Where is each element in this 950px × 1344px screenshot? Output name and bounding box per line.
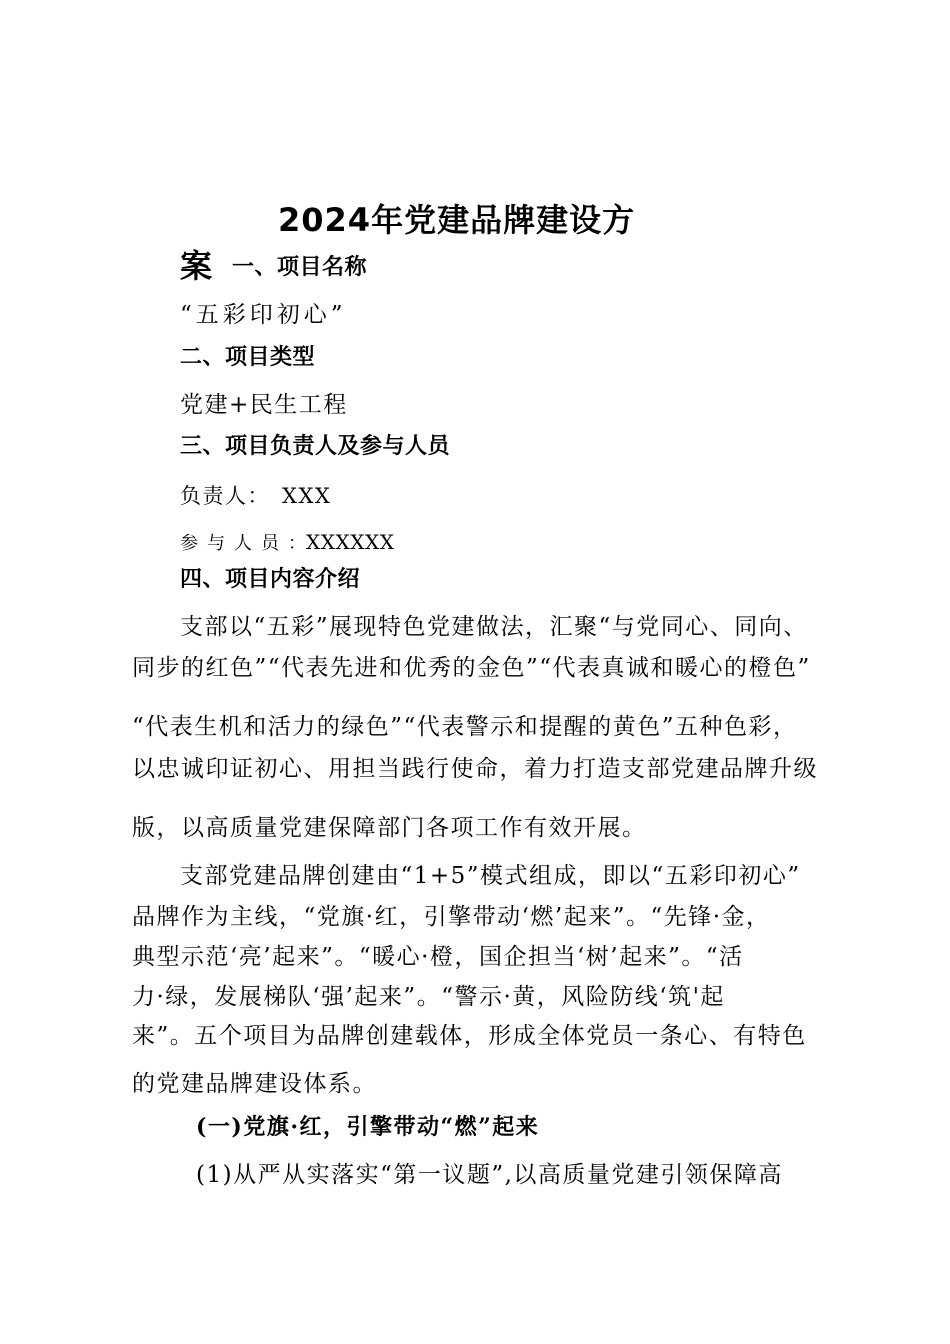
section-1-heading: 一、项目名称	[232, 255, 368, 280]
paragraph-1-line: 同步的红色”“代表先进和优秀的金色”“代表真诚和暖心的橙色”	[132, 655, 811, 681]
item-1-text: (1)从严从实落实“第一议题”,以高质量党建引领保障高	[196, 1162, 783, 1188]
document-title: 2024年党建品牌建设方	[278, 201, 636, 239]
section-3-members-label: 参与人员：	[180, 533, 315, 554]
paragraph-1-line: 版，以高质量党建保障部门各项工作有效开展。	[132, 815, 647, 841]
section-3-heading: 三、项目负责人及参与人员	[180, 434, 451, 459]
paragraph-2-line: 典型示范‘亮’起来”。“暖心·橙，国企担当‘树’起来”。“活	[132, 944, 744, 970]
paragraph-1-line: “代表生机和活力的绿色”“代表警示和提醒的黄色”五种色彩，	[132, 714, 798, 740]
paragraph-2-line: 的党建品牌建设体系。	[132, 1071, 377, 1097]
subheading-1: (一)党旗·红，引擎带动“燃”起来	[196, 1114, 540, 1140]
paragraph-1-line: 支部以“五彩”展现特色党建做法，汇聚“与党同心、同向、	[180, 614, 808, 640]
section-1-value: “五彩印初心”	[180, 302, 347, 328]
paragraph-2-line: 来”。五个项目为品牌创建载体，形成全体党员一条心、有特色	[132, 1023, 807, 1049]
paragraph-1-line: 以忠诚印证初心、用担当践行使命，着力打造支部党建品牌升级	[132, 756, 818, 782]
document-title-tail: 案	[180, 247, 214, 285]
section-3-members-value: XXXXXX	[306, 530, 395, 554]
section-2-value: 党建+民生工程	[180, 392, 348, 418]
section-4-heading: 四、项目内容介绍	[180, 567, 361, 592]
paragraph-2-line: 品牌作为主线，“党旗·红，引擎带动‘燃’起来”。“先锋·金，	[132, 904, 771, 930]
section-3-leader: 负责人： XXX	[180, 484, 332, 508]
section-2-heading: 二、项目类型	[180, 345, 316, 370]
paragraph-2-line: 支部党建品牌创建由“1+5”模式组成，即以“五彩印初心”	[180, 863, 801, 889]
paragraph-2-line: 力·绿，发展梯队‘强’起来”。“警示·黄，风险防线‘筑'起	[132, 984, 725, 1010]
